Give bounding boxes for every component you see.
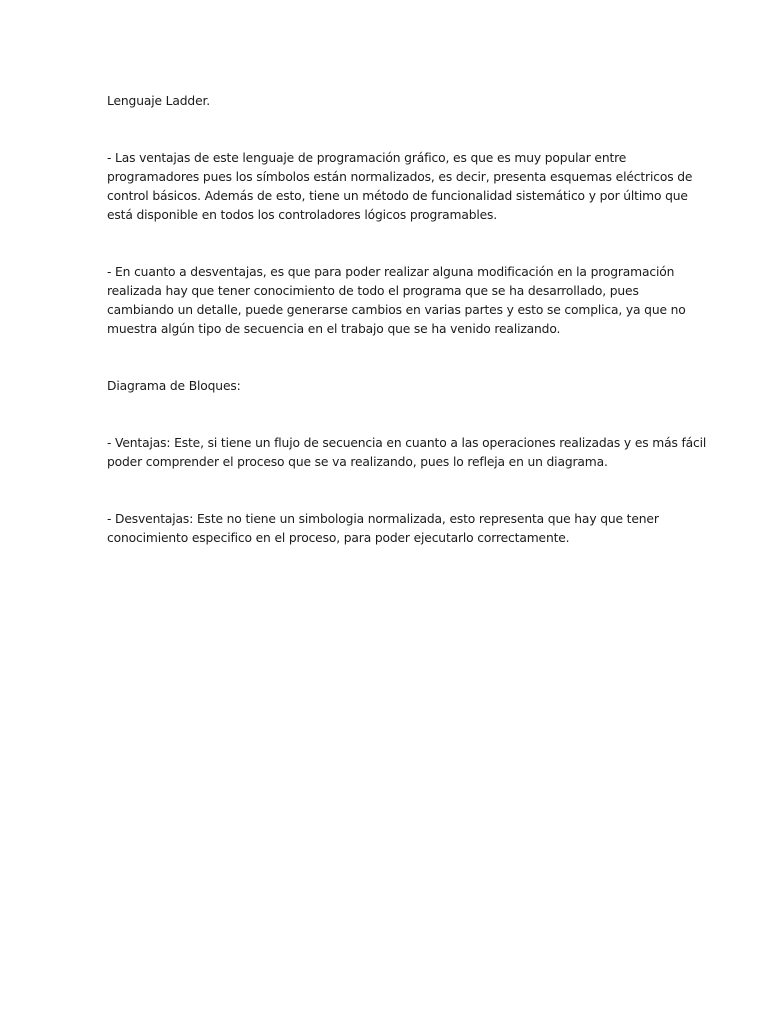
text-line: muestra algún tipo de secuencia en el trabajo que se ha venido realizando. bbox=[107, 322, 561, 336]
paragraph-blocks-disadvantages bbox=[107, 510, 663, 548]
paragraph-blocks-advantages bbox=[107, 434, 707, 472]
paragraph-ladder-disadvantages bbox=[107, 263, 686, 339]
text-line: está disponible en todos los controladores lógicos programables. bbox=[107, 208, 498, 222]
text-line: - Ventajas: Este, si tiene un flujo de secuencia en cuanto a las operaciones realizadas y es más fácil bbox=[107, 436, 707, 450]
text-line: - En cuanto a desventajas, es que para poder realizar alguna modificación en la programación bbox=[107, 265, 675, 279]
section-heading-block-diagram: Diagrama de Bloques: bbox=[107, 379, 241, 393]
text-line: cambiando un detalle, puede generarse cambios en varias partes y esto se complica, ya que no bbox=[107, 303, 686, 317]
text-line: - Desventajas: Este no tiene un simbologia normalizada, esto representa que hay que tener bbox=[107, 512, 659, 526]
paragraph-ladder-advantages bbox=[107, 149, 693, 225]
text-line: programadores pues los símbolos están normalizados, es decir, presenta esquemas eléctricos de bbox=[107, 170, 693, 184]
text-line: realizada hay que tener conocimiento de todo el programa que se ha desarrollado, pues bbox=[107, 284, 639, 298]
text-line: - Las ventajas de este lenguaje de programación gráfico, es que es muy popular entre bbox=[107, 151, 627, 165]
section-heading-ladder: Lenguaje Ladder. bbox=[107, 94, 211, 108]
text-line: conocimiento especifico en el proceso, para poder ejecutarlo correctamente. bbox=[107, 531, 570, 545]
text-line: poder comprender el proceso que se va realizando, pues lo refleja en un diagrama. bbox=[107, 455, 608, 469]
text-line: control básicos. Además de esto, tiene un método de funcionalidad sistemático y por último que bbox=[107, 189, 688, 203]
